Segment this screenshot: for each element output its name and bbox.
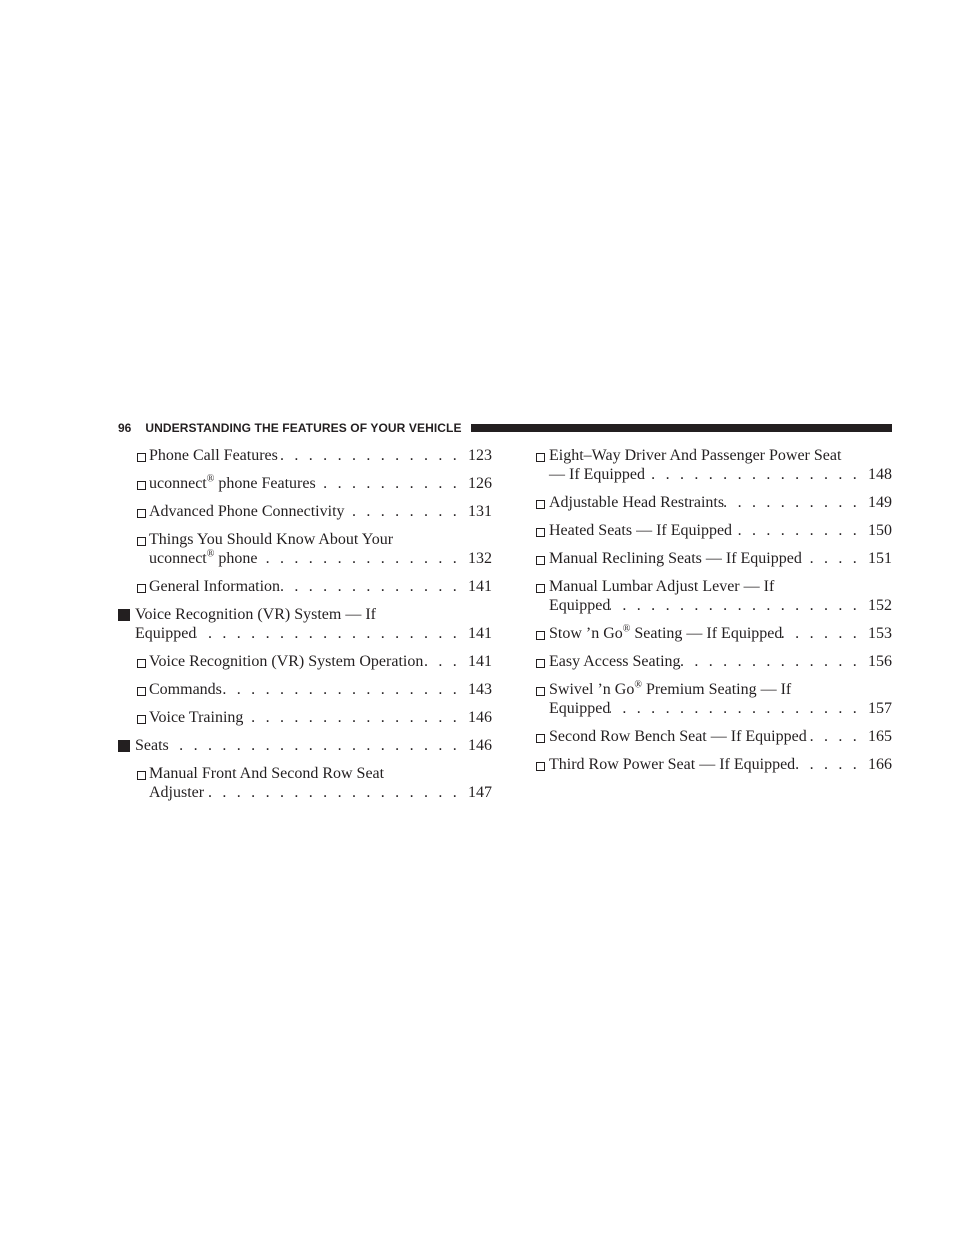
toc-entry-title: Advanced Phone Connectivity <box>149 503 345 520</box>
open-square-bullet-icon <box>536 755 550 776</box>
leader-dots <box>278 446 460 465</box>
toc-entry-title: Equipped <box>135 625 197 642</box>
open-square-bullet-icon <box>137 502 151 523</box>
toc-entry-title: Voice Recognition (VR) System Operation <box>149 653 424 670</box>
open-square-bullet-icon <box>536 577 550 598</box>
toc-page-number: 143 <box>468 681 492 698</box>
toc-entry[interactable] <box>118 680 492 699</box>
toc-page-number: 148 <box>868 466 892 483</box>
leader-dots <box>222 680 460 699</box>
toc-right-column <box>532 446 892 783</box>
toc-left-column <box>118 446 492 811</box>
toc-entry[interactable] <box>532 521 892 540</box>
leader-dots <box>316 474 460 493</box>
toc-entry[interactable] <box>118 530 492 568</box>
toc-entry[interactable] <box>118 502 492 521</box>
open-square-bullet-icon <box>137 446 151 467</box>
toc-page-number: 150 <box>868 522 892 539</box>
toc-page-number: 153 <box>868 625 892 642</box>
toc-entry-title: Swivel ’n Go® Premium Seating — If <box>549 679 792 698</box>
toc-page-number: 147 <box>468 784 492 801</box>
toc-page-number: 165 <box>868 728 892 745</box>
toc-entry-title: Adjustable Head Restraints <box>549 494 725 511</box>
toc-entry-title: uconnect® phone <box>149 548 258 567</box>
toc-entry-title: Manual Front And Second Row Seat <box>149 765 385 782</box>
toc-entry-title: Third Row Power Seat — If Equipped <box>549 756 796 773</box>
toc-page-number: 141 <box>468 625 492 642</box>
leader-dots <box>257 549 460 568</box>
toc-entry[interactable] <box>532 680 892 718</box>
toc-page-number: 146 <box>468 737 492 754</box>
open-square-bullet-icon <box>137 708 151 729</box>
leader-dots <box>423 652 460 671</box>
open-square-bullet-icon <box>536 727 550 748</box>
open-square-bullet-icon <box>536 652 550 673</box>
toc-entry-title: Commands <box>149 681 222 698</box>
toc-entry[interactable] <box>532 755 892 774</box>
leader-dots <box>204 783 460 802</box>
toc-entry[interactable] <box>118 474 492 493</box>
toc-page-number: 166 <box>868 756 892 773</box>
toc-page-number: 123 <box>468 447 492 464</box>
toc-entry-title: — If Equipped <box>549 466 645 483</box>
toc-page-number: 156 <box>868 653 892 670</box>
open-square-bullet-icon <box>137 652 151 673</box>
filled-square-bullet-icon <box>118 736 132 757</box>
toc-entry-title: Adjuster <box>149 784 205 801</box>
leader-dots <box>807 727 860 746</box>
toc-entry-title: Voice Recognition (VR) System — If <box>135 606 377 623</box>
toc-entry[interactable] <box>532 624 892 643</box>
toc-entry[interactable] <box>532 549 892 568</box>
toc-entry-title: Eight–Way Driver And Passenger Power Seat <box>549 447 842 464</box>
open-square-bullet-icon <box>137 474 151 495</box>
leader-dots <box>196 624 460 643</box>
leader-dots <box>782 624 860 643</box>
toc-entry-title: Seats <box>135 737 169 754</box>
toc-entry[interactable] <box>118 577 492 596</box>
toc-page-number: 132 <box>468 550 492 567</box>
toc-entry[interactable] <box>532 652 892 671</box>
open-square-bullet-icon <box>536 624 550 645</box>
toc-entry-title: Voice Training <box>149 709 244 726</box>
page-header <box>118 419 892 437</box>
toc-page-number: 141 <box>468 578 492 595</box>
toc-entry-title: Stow ’n Go® Seating — If Equipped <box>549 623 783 642</box>
open-square-bullet-icon <box>536 521 550 542</box>
leader-dots <box>645 465 860 484</box>
toc-entry-title: Equipped <box>549 700 611 717</box>
header-rule <box>471 424 892 432</box>
toc-page-number: 131 <box>468 503 492 520</box>
leader-dots <box>681 652 860 671</box>
leader-dots <box>795 755 860 774</box>
toc-entry[interactable] <box>118 446 492 465</box>
toc-entry-title: Second Row Bench Seat — If Equipped <box>549 728 807 745</box>
toc-entry[interactable] <box>118 652 492 671</box>
open-square-bullet-icon <box>137 577 151 598</box>
leader-dots <box>802 549 860 568</box>
toc-page-number: 157 <box>868 700 892 717</box>
toc-page-number: 141 <box>468 653 492 670</box>
leader-dots <box>169 736 460 755</box>
toc-page-number: 126 <box>468 475 492 492</box>
toc-entry[interactable] <box>118 708 492 727</box>
filled-square-bullet-icon <box>118 605 132 626</box>
toc-entry[interactable] <box>118 605 492 643</box>
toc-entry-title: Manual Lumbar Adjust Lever — If <box>549 578 775 595</box>
toc-entry[interactable] <box>532 446 892 484</box>
open-square-bullet-icon <box>137 530 151 551</box>
leader-dots <box>280 577 460 596</box>
toc-page-number: 149 <box>868 494 892 511</box>
leader-dots <box>243 708 460 727</box>
toc-entry-title: Phone Call Features <box>149 447 278 464</box>
toc-entry-title: Heated Seats — If Equipped <box>549 522 733 539</box>
toc-entry-title: Equipped <box>549 597 611 614</box>
toc-page-number: 151 <box>868 550 892 567</box>
open-square-bullet-icon <box>536 680 550 701</box>
toc-page-number: 152 <box>868 597 892 614</box>
page-number: 96 <box>118 421 132 435</box>
toc-entry[interactable] <box>118 764 492 802</box>
open-square-bullet-icon <box>137 764 151 785</box>
leader-dots <box>732 521 860 540</box>
section-title: UNDERSTANDING THE FEATURES OF YOUR VEHICLE <box>145 421 462 435</box>
toc-entry-title: General Information <box>149 578 281 595</box>
open-square-bullet-icon <box>137 680 151 701</box>
leader-dots <box>345 502 460 521</box>
toc-entry-title: Things You Should Know About Your <box>149 531 394 548</box>
open-square-bullet-icon <box>536 549 550 570</box>
toc-page-number: 146 <box>468 709 492 726</box>
toc-entry[interactable] <box>532 577 892 615</box>
toc-entry[interactable] <box>118 736 492 755</box>
toc-entry-title: uconnect® phone Features <box>149 473 316 492</box>
open-square-bullet-icon <box>536 446 550 467</box>
open-square-bullet-icon <box>536 493 550 514</box>
toc-entry[interactable] <box>532 727 892 746</box>
toc-entry[interactable] <box>532 493 892 512</box>
toc-entry-title: Easy Access Seating <box>549 653 681 670</box>
toc-entry-title: Manual Reclining Seats — If Equipped <box>549 550 802 567</box>
leader-dots <box>724 493 860 512</box>
leader-dots <box>610 699 860 718</box>
leader-dots <box>610 596 860 615</box>
